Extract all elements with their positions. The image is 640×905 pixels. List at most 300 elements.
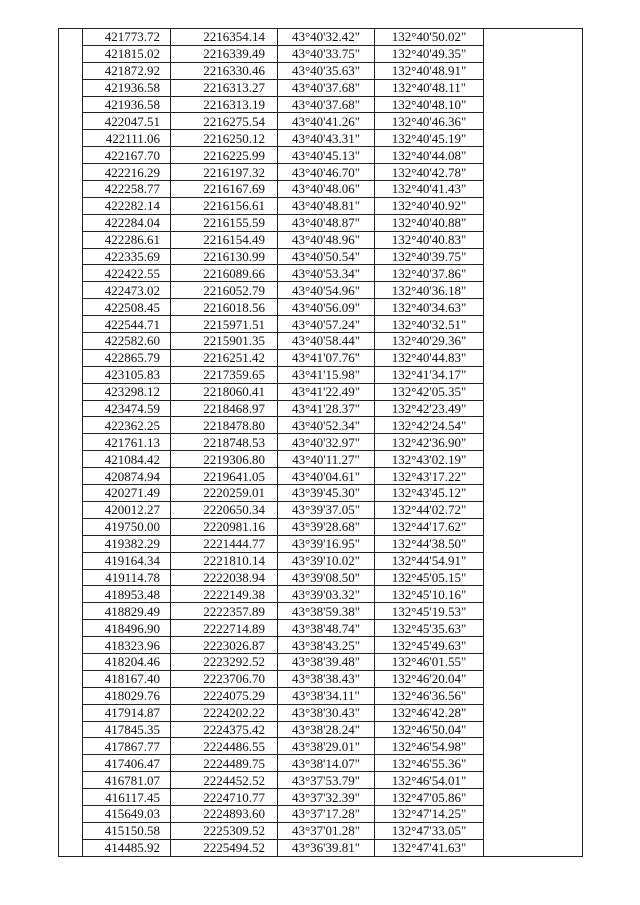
latitude-cell: 43°40'50.54": [278, 248, 375, 265]
y-coordinate-cell: 2218478.80: [171, 417, 278, 434]
latitude-cell: 43°40'37.68": [278, 79, 375, 96]
latitude-cell: 43°38'29.01": [278, 738, 375, 755]
y-coordinate-cell: 2216354.14: [171, 29, 278, 46]
longitude-cell: 132°40'48.11": [375, 79, 484, 96]
longitude-cell: 132°40'40.88": [375, 214, 484, 231]
table-row: [59, 164, 583, 181]
empty-left-cell: [59, 62, 83, 79]
empty-left-cell: [59, 603, 83, 620]
longitude-cell: 132°40'39.75": [375, 248, 484, 265]
y-coordinate-cell: 2216197.32: [171, 164, 278, 181]
x-coordinate-cell: 416781.07: [83, 772, 171, 789]
latitude-cell: 43°40'48.06": [278, 181, 375, 198]
empty-left-cell: [59, 214, 83, 231]
empty-left-cell: [59, 569, 83, 586]
table-row: [59, 518, 583, 535]
longitude-cell: 132°42'36.90": [375, 434, 484, 451]
empty-right-cell: [484, 265, 583, 282]
x-coordinate-cell: 422284.04: [83, 214, 171, 231]
y-coordinate-cell: 2216156.61: [171, 197, 278, 214]
empty-right-cell: [484, 822, 583, 839]
y-coordinate-cell: 2219306.80: [171, 451, 278, 468]
table-row: [59, 704, 583, 721]
empty-left-cell: [59, 366, 83, 383]
table-row: [59, 468, 583, 485]
empty-left-cell: [59, 721, 83, 738]
empty-left-cell: [59, 147, 83, 164]
longitude-cell: 132°47'14.25": [375, 805, 484, 822]
y-coordinate-cell: 2223026.87: [171, 637, 278, 654]
empty-right-cell: [484, 164, 583, 181]
table-row: [59, 451, 583, 468]
empty-right-cell: [484, 147, 583, 164]
table-row: [59, 299, 583, 316]
table-row: [59, 113, 583, 130]
y-coordinate-cell: 2216330.46: [171, 62, 278, 79]
x-coordinate-cell: 420012.27: [83, 501, 171, 518]
empty-left-cell: [59, 434, 83, 451]
y-coordinate-cell: 2216313.19: [171, 96, 278, 113]
empty-left-cell: [59, 400, 83, 417]
longitude-cell: 132°46'42.28": [375, 704, 484, 721]
longitude-cell: 132°42'23.49": [375, 400, 484, 417]
longitude-cell: 132°40'46.36": [375, 113, 484, 130]
latitude-cell: 43°39'10.02": [278, 552, 375, 569]
table-row: [59, 772, 583, 789]
y-coordinate-cell: 2215901.35: [171, 333, 278, 350]
table-row: [59, 789, 583, 806]
empty-left-cell: [59, 468, 83, 485]
empty-left-cell: [59, 822, 83, 839]
longitude-cell: 132°47'05.86": [375, 789, 484, 806]
longitude-cell: 132°40'36.18": [375, 282, 484, 299]
x-coordinate-cell: 422258.77: [83, 181, 171, 198]
empty-left-cell: [59, 704, 83, 721]
x-coordinate-cell: 423298.12: [83, 383, 171, 400]
y-coordinate-cell: 2225309.52: [171, 822, 278, 839]
empty-left-cell: [59, 586, 83, 603]
y-coordinate-cell: 2216339.49: [171, 45, 278, 62]
empty-right-cell: [484, 333, 583, 350]
latitude-cell: 43°40'48.81": [278, 197, 375, 214]
empty-right-cell: [484, 518, 583, 535]
latitude-cell: 43°40'46.70": [278, 164, 375, 181]
longitude-cell: 132°47'41.63": [375, 839, 484, 856]
x-coordinate-cell: 419164.34: [83, 552, 171, 569]
empty-left-cell: [59, 79, 83, 96]
empty-right-cell: [484, 417, 583, 434]
latitude-cell: 43°40'35.63": [278, 62, 375, 79]
table-row: [59, 569, 583, 586]
x-coordinate-cell: 422111.06: [83, 130, 171, 147]
longitude-cell: 132°46'50.04": [375, 721, 484, 738]
empty-right-cell: [484, 366, 583, 383]
latitude-cell: 43°40'33.75": [278, 45, 375, 62]
latitude-cell: 43°38'28.24": [278, 721, 375, 738]
x-coordinate-cell: 419382.29: [83, 535, 171, 552]
empty-left-cell: [59, 485, 83, 502]
latitude-cell: 43°39'37.05": [278, 501, 375, 518]
y-coordinate-cell: 2224489.75: [171, 755, 278, 772]
empty-right-cell: [484, 637, 583, 654]
empty-left-cell: [59, 653, 83, 670]
x-coordinate-cell: 423474.59: [83, 400, 171, 417]
x-coordinate-cell: 416117.45: [83, 789, 171, 806]
table-row: [59, 265, 583, 282]
latitude-cell: 43°38'30.43": [278, 704, 375, 721]
x-coordinate-cell: 417867.77: [83, 738, 171, 755]
longitude-cell: 132°45'19.53": [375, 603, 484, 620]
y-coordinate-cell: 2224202.22: [171, 704, 278, 721]
x-coordinate-cell: 418029.76: [83, 687, 171, 704]
empty-left-cell: [59, 265, 83, 282]
x-coordinate-cell: 422362.25: [83, 417, 171, 434]
y-coordinate-cell: 2220650.34: [171, 501, 278, 518]
empty-right-cell: [484, 45, 583, 62]
table-row: [59, 637, 583, 654]
table-row: [59, 535, 583, 552]
y-coordinate-cell: 2216018.56: [171, 299, 278, 316]
table-row: [59, 738, 583, 755]
latitude-cell: 43°40'56.09": [278, 299, 375, 316]
table-row: [59, 383, 583, 400]
latitude-cell: 43°36'39.81": [278, 839, 375, 856]
latitude-cell: 43°41'07.76": [278, 349, 375, 366]
y-coordinate-cell: 2224710.77: [171, 789, 278, 806]
empty-right-cell: [484, 485, 583, 502]
empty-right-cell: [484, 738, 583, 755]
table-row: [59, 653, 583, 670]
latitude-cell: 43°39'45.30": [278, 485, 375, 502]
longitude-cell: 132°43'45.12": [375, 485, 484, 502]
longitude-cell: 132°40'45.19": [375, 130, 484, 147]
table-row: [59, 29, 583, 46]
longitude-cell: 132°47'33.05": [375, 822, 484, 839]
x-coordinate-cell: 423105.83: [83, 366, 171, 383]
y-coordinate-cell: 2216052.79: [171, 282, 278, 299]
empty-left-cell: [59, 755, 83, 772]
x-coordinate-cell: 417406.47: [83, 755, 171, 772]
empty-left-cell: [59, 333, 83, 350]
x-coordinate-cell: 422167.70: [83, 147, 171, 164]
y-coordinate-cell: 2220981.16: [171, 518, 278, 535]
empty-left-cell: [59, 738, 83, 755]
x-coordinate-cell: 417914.87: [83, 704, 171, 721]
table-row: [59, 45, 583, 62]
empty-right-cell: [484, 113, 583, 130]
table-row: [59, 603, 583, 620]
longitude-cell: 132°45'49.63": [375, 637, 484, 654]
longitude-cell: 132°40'32.51": [375, 316, 484, 333]
table-row: [59, 214, 583, 231]
y-coordinate-cell: 2216313.27: [171, 79, 278, 96]
y-coordinate-cell: 2221444.77: [171, 535, 278, 552]
latitude-cell: 43°41'15.98": [278, 366, 375, 383]
longitude-cell: 132°43'02.19": [375, 451, 484, 468]
x-coordinate-cell: 418496.90: [83, 620, 171, 637]
table-row: [59, 620, 583, 637]
empty-right-cell: [484, 704, 583, 721]
empty-right-cell: [484, 349, 583, 366]
y-coordinate-cell: 2216154.49: [171, 231, 278, 248]
table-row: [59, 434, 583, 451]
x-coordinate-cell: 418953.48: [83, 586, 171, 603]
empty-right-cell: [484, 231, 583, 248]
latitude-cell: 43°40'32.97": [278, 434, 375, 451]
empty-left-cell: [59, 535, 83, 552]
latitude-cell: 43°40'57.24": [278, 316, 375, 333]
table-row: [59, 248, 583, 265]
latitude-cell: 43°40'32.42": [278, 29, 375, 46]
y-coordinate-cell: 2223292.52: [171, 653, 278, 670]
x-coordinate-cell: 419114.78: [83, 569, 171, 586]
latitude-cell: 43°37'53.79": [278, 772, 375, 789]
empty-left-cell: [59, 620, 83, 637]
longitude-cell: 132°42'24.54": [375, 417, 484, 434]
empty-right-cell: [484, 620, 583, 637]
x-coordinate-cell: 420271.49: [83, 485, 171, 502]
longitude-cell: 132°40'49.35": [375, 45, 484, 62]
x-coordinate-cell: 422335.69: [83, 248, 171, 265]
latitude-cell: 43°40'43.31": [278, 130, 375, 147]
x-coordinate-cell: 422047.51: [83, 113, 171, 130]
x-coordinate-cell: 421084.42: [83, 451, 171, 468]
coordinates-table: [58, 28, 583, 857]
longitude-cell: 132°40'41.43": [375, 181, 484, 198]
y-coordinate-cell: 2216251.42: [171, 349, 278, 366]
y-coordinate-cell: 2224893.60: [171, 805, 278, 822]
latitude-cell: 43°40'11.27": [278, 451, 375, 468]
x-coordinate-cell: 419750.00: [83, 518, 171, 535]
y-coordinate-cell: 2224452.52: [171, 772, 278, 789]
latitude-cell: 43°38'34.11": [278, 687, 375, 704]
table-row: [59, 552, 583, 569]
table-row: [59, 197, 583, 214]
empty-right-cell: [484, 248, 583, 265]
x-coordinate-cell: 422508.45: [83, 299, 171, 316]
empty-left-cell: [59, 839, 83, 856]
table-row: [59, 181, 583, 198]
empty-left-cell: [59, 687, 83, 704]
longitude-cell: 132°46'20.04": [375, 670, 484, 687]
y-coordinate-cell: 2218468.97: [171, 400, 278, 417]
y-coordinate-cell: 2225494.52: [171, 839, 278, 856]
latitude-cell: 43°40'52.34": [278, 417, 375, 434]
table-row: [59, 130, 583, 147]
longitude-cell: 132°40'48.10": [375, 96, 484, 113]
longitude-cell: 132°40'42.78": [375, 164, 484, 181]
latitude-cell: 43°39'28.68": [278, 518, 375, 535]
empty-right-cell: [484, 29, 583, 46]
empty-right-cell: [484, 552, 583, 569]
y-coordinate-cell: 2216130.99: [171, 248, 278, 265]
latitude-cell: 43°38'39.48": [278, 653, 375, 670]
longitude-cell: 132°40'40.92": [375, 197, 484, 214]
empty-right-cell: [484, 501, 583, 518]
empty-left-cell: [59, 197, 83, 214]
latitude-cell: 43°39'16.95": [278, 535, 375, 552]
x-coordinate-cell: 421936.58: [83, 79, 171, 96]
empty-right-cell: [484, 586, 583, 603]
longitude-cell: 132°45'10.16": [375, 586, 484, 603]
latitude-cell: 43°40'48.96": [278, 231, 375, 248]
x-coordinate-cell: 421761.13: [83, 434, 171, 451]
longitude-cell: 132°40'44.83": [375, 349, 484, 366]
y-coordinate-cell: 2222357.89: [171, 603, 278, 620]
latitude-cell: 43°39'03.32": [278, 586, 375, 603]
empty-left-cell: [59, 130, 83, 147]
latitude-cell: 43°38'14.07": [278, 755, 375, 772]
y-coordinate-cell: 2219641.05: [171, 468, 278, 485]
table-row: [59, 400, 583, 417]
y-coordinate-cell: 2216275.54: [171, 113, 278, 130]
x-coordinate-cell: 415150.58: [83, 822, 171, 839]
table-row: [59, 366, 583, 383]
table-row: [59, 586, 583, 603]
coordinates-table-body: [59, 29, 583, 857]
table-row: [59, 501, 583, 518]
latitude-cell: 43°40'54.96": [278, 282, 375, 299]
empty-left-cell: [59, 637, 83, 654]
table-row: [59, 805, 583, 822]
x-coordinate-cell: 417845.35: [83, 721, 171, 738]
empty-right-cell: [484, 670, 583, 687]
latitude-cell: 43°40'53.34": [278, 265, 375, 282]
y-coordinate-cell: 2220259.01: [171, 485, 278, 502]
y-coordinate-cell: 2216155.59: [171, 214, 278, 231]
empty-right-cell: [484, 214, 583, 231]
y-coordinate-cell: 2221810.14: [171, 552, 278, 569]
x-coordinate-cell: 422282.14: [83, 197, 171, 214]
longitude-cell: 132°44'02.72": [375, 501, 484, 518]
empty-left-cell: [59, 299, 83, 316]
latitude-cell: 43°41'28.37": [278, 400, 375, 417]
latitude-cell: 43°38'38.43": [278, 670, 375, 687]
x-coordinate-cell: 422582.60: [83, 333, 171, 350]
empty-right-cell: [484, 772, 583, 789]
x-coordinate-cell: 422865.79: [83, 349, 171, 366]
empty-right-cell: [484, 603, 583, 620]
empty-left-cell: [59, 349, 83, 366]
table-row: [59, 231, 583, 248]
x-coordinate-cell: 414485.92: [83, 839, 171, 856]
longitude-cell: 132°41'34.17": [375, 366, 484, 383]
table-row: [59, 333, 583, 350]
latitude-cell: 43°38'59.38": [278, 603, 375, 620]
x-coordinate-cell: 422286.61: [83, 231, 171, 248]
empty-left-cell: [59, 805, 83, 822]
empty-right-cell: [484, 839, 583, 856]
empty-right-cell: [484, 400, 583, 417]
y-coordinate-cell: 2217359.65: [171, 366, 278, 383]
empty-left-cell: [59, 113, 83, 130]
empty-right-cell: [484, 316, 583, 333]
x-coordinate-cell: 421936.58: [83, 96, 171, 113]
longitude-cell: 132°42'05.35": [375, 383, 484, 400]
x-coordinate-cell: 422544.71: [83, 316, 171, 333]
table-row: [59, 349, 583, 366]
latitude-cell: 43°37'17.28": [278, 805, 375, 822]
empty-left-cell: [59, 518, 83, 535]
table-row: [59, 670, 583, 687]
x-coordinate-cell: 418204.46: [83, 653, 171, 670]
empty-right-cell: [484, 535, 583, 552]
empty-left-cell: [59, 248, 83, 265]
table-row: [59, 417, 583, 434]
longitude-cell: 132°46'36.56": [375, 687, 484, 704]
x-coordinate-cell: 422216.29: [83, 164, 171, 181]
y-coordinate-cell: 2224375.42: [171, 721, 278, 738]
x-coordinate-cell: 422422.55: [83, 265, 171, 282]
longitude-cell: 132°40'44.08": [375, 147, 484, 164]
longitude-cell: 132°45'05.15": [375, 569, 484, 586]
empty-left-cell: [59, 552, 83, 569]
empty-left-cell: [59, 96, 83, 113]
table-row: [59, 485, 583, 502]
longitude-cell: 132°40'48.91": [375, 62, 484, 79]
empty-right-cell: [484, 721, 583, 738]
y-coordinate-cell: 2222038.94: [171, 569, 278, 586]
latitude-cell: 43°41'22.49": [278, 383, 375, 400]
longitude-cell: 132°40'29.36": [375, 333, 484, 350]
empty-left-cell: [59, 451, 83, 468]
x-coordinate-cell: 421773.72: [83, 29, 171, 46]
empty-right-cell: [484, 434, 583, 451]
empty-right-cell: [484, 181, 583, 198]
x-coordinate-cell: 418167.40: [83, 670, 171, 687]
y-coordinate-cell: 2215971.51: [171, 316, 278, 333]
empty-right-cell: [484, 62, 583, 79]
table-row: [59, 839, 583, 856]
empty-right-cell: [484, 687, 583, 704]
latitude-cell: 43°38'43.25": [278, 637, 375, 654]
longitude-cell: 132°40'50.02": [375, 29, 484, 46]
latitude-cell: 43°40'48.87": [278, 214, 375, 231]
y-coordinate-cell: 2224075.29: [171, 687, 278, 704]
empty-left-cell: [59, 772, 83, 789]
empty-left-cell: [59, 282, 83, 299]
empty-left-cell: [59, 316, 83, 333]
empty-left-cell: [59, 45, 83, 62]
x-coordinate-cell: 421872.92: [83, 62, 171, 79]
empty-left-cell: [59, 670, 83, 687]
empty-left-cell: [59, 383, 83, 400]
y-coordinate-cell: 2216250.12: [171, 130, 278, 147]
empty-right-cell: [484, 197, 583, 214]
x-coordinate-cell: 415649.03: [83, 805, 171, 822]
latitude-cell: 43°40'58.44": [278, 333, 375, 350]
empty-left-cell: [59, 789, 83, 806]
x-coordinate-cell: 421815.02: [83, 45, 171, 62]
y-coordinate-cell: 2218060.41: [171, 383, 278, 400]
empty-right-cell: [484, 451, 583, 468]
latitude-cell: 43°40'04.61": [278, 468, 375, 485]
empty-right-cell: [484, 79, 583, 96]
y-coordinate-cell: 2222714.89: [171, 620, 278, 637]
empty-right-cell: [484, 789, 583, 806]
longitude-cell: 132°40'40.83": [375, 231, 484, 248]
x-coordinate-cell: 422473.02: [83, 282, 171, 299]
latitude-cell: 43°40'45.13": [278, 147, 375, 164]
y-coordinate-cell: 2216225.99: [171, 147, 278, 164]
empty-right-cell: [484, 96, 583, 113]
empty-left-cell: [59, 417, 83, 434]
y-coordinate-cell: 2216167.69: [171, 181, 278, 198]
empty-left-cell: [59, 164, 83, 181]
empty-right-cell: [484, 755, 583, 772]
empty-left-cell: [59, 231, 83, 248]
table-row: [59, 687, 583, 704]
